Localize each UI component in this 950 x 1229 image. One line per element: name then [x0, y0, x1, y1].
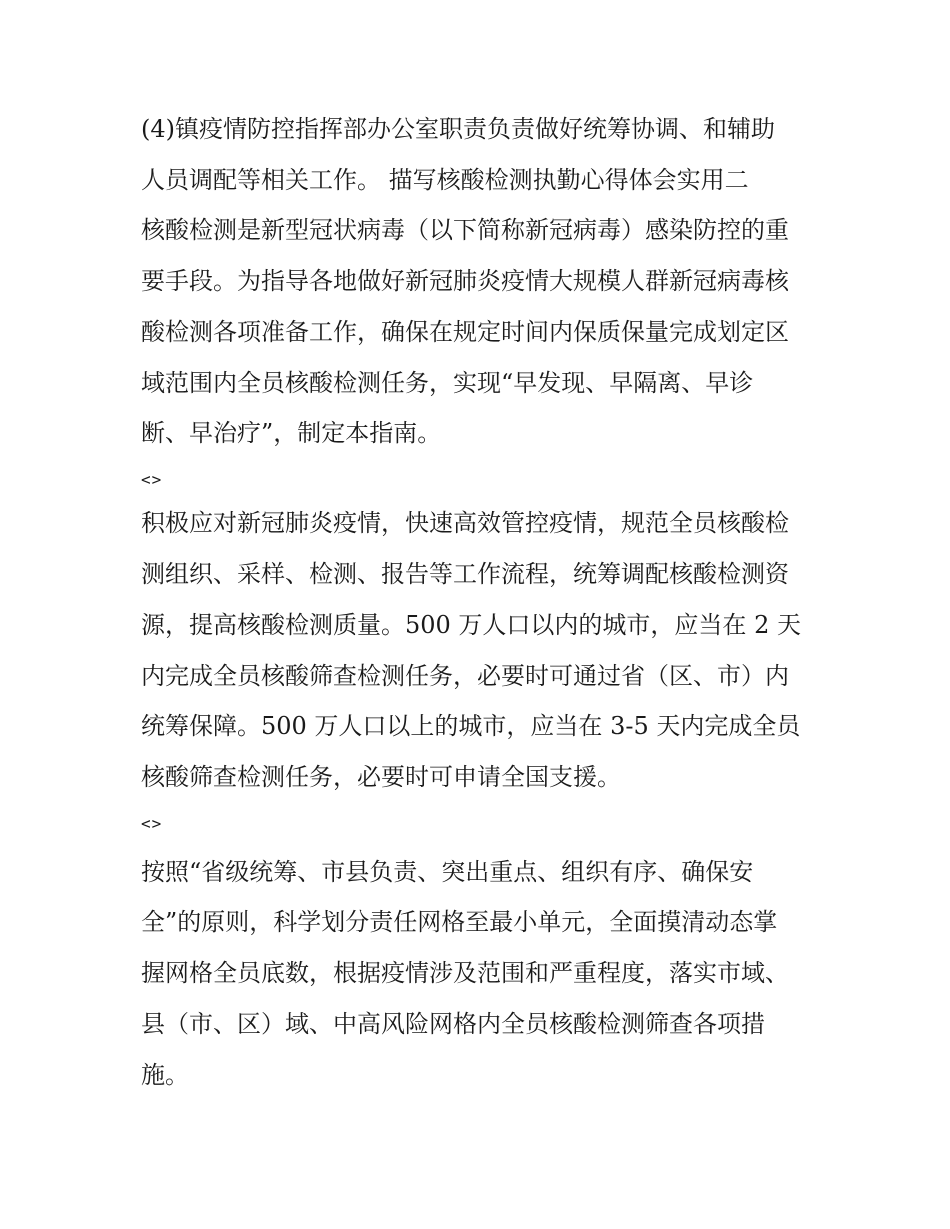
text-line: 人员调配等相关工作。 描写核酸检测执勤心得体会实用二: [141, 166, 749, 194]
text-line: 酸检测各项准备工作，确保在规定时间内保质保量完成划定区: [141, 318, 789, 346]
text-line: 统筹保障。500 万人口以上的城市，应当在 3-5 天内完成全员: [141, 712, 801, 740]
text-line: 核酸筛查检测任务，必要时可申请全国支援。: [141, 763, 621, 791]
text-line: 握网格全员底数，根据疫情涉及范围和严重程度，落实市域、: [141, 959, 789, 987]
section-marker: <>: [141, 470, 163, 489]
text-line: 积极应对新冠肺炎疫情，快速高效管控疫情，规范全员核酸检: [141, 509, 789, 537]
text-line: 要手段。为指导各地做好新冠肺炎疫情大规模人群新冠病毒核: [141, 267, 789, 295]
text-line: 测组织、采样、检测、报告等工作流程，统筹调配核酸检测资: [141, 560, 789, 588]
text-line: 按照“省级统筹、市县负责、突出重点、组织有序、确保安: [141, 858, 754, 886]
text-line: 域范围内全员核酸检测任务，实现“早发现、早隔离、早诊: [141, 369, 754, 397]
text-line: 内完成全员核酸筛查检测任务，必要时可通过省（区、市）内: [141, 662, 789, 690]
text-line: 县（市、区）域、中高风险网格内全员核酸检测筛查各项措: [141, 1010, 765, 1038]
text-line: 全”的原则，科学划分责任网格至最小单元，全面摸清动态掌: [141, 908, 778, 936]
text-line: 核酸检测是新型冠状病毒（以下简称新冠病毒）感染防控的重: [141, 216, 789, 244]
text-line: 断、早治疗”，制定本指南。: [141, 419, 442, 447]
text-line: 施。: [141, 1061, 189, 1089]
text-line: 源，提高核酸检测质量。500 万人口以内的城市，应当在 2 天: [141, 611, 801, 639]
section-marker: <>: [141, 814, 163, 833]
text-line: (4)镇疫情防控指挥部办公室职责负责做好统筹协调、和辅助: [141, 115, 775, 143]
